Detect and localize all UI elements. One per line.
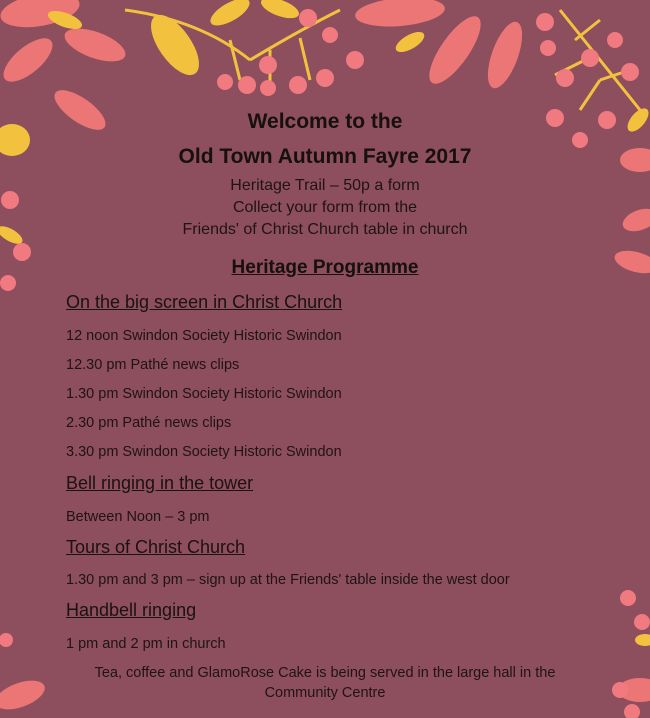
list-item: 12 noon Swindon Society Historic Swindon (66, 328, 342, 344)
list-item: 3.30 pm Swindon Society Historic Swindon (66, 444, 342, 460)
list-item: 2.30 pm Pathé news clips (66, 415, 232, 431)
programme-heading: Heritage Programme (231, 257, 419, 278)
list-item: 12.30 pm Pathé news clips (66, 357, 240, 373)
section-heading-handbell: Handbell ringing (66, 600, 197, 620)
trail-line-1: Heritage Trail – 50p a form (230, 177, 420, 194)
page-title: Old Town Autumn Fayre 2017 (178, 145, 472, 168)
trail-line-2: Collect your form from the (232, 199, 418, 216)
list-item: Between Noon – 3 pm (66, 509, 210, 525)
section-heading-big-screen: On the big screen in Christ Church (66, 292, 343, 312)
refreshments-line-1: Tea, coffee and GlamoRose Cake is being served in the large hall in the (94, 665, 556, 681)
section-heading-tours: Tours of Christ Church (66, 537, 246, 557)
trail-line-3: Friends' of Christ Church table in church (182, 221, 468, 238)
list-item: 1.30 pm and 3 pm – sign up at the Friends' table inside the west door (66, 572, 510, 588)
welcome-heading: Welcome to the (247, 110, 403, 133)
list-item: 1.30 pm Swindon Society Historic Swindon (66, 386, 342, 402)
refreshments-line-2: Community Centre (264, 685, 386, 701)
section-heading-bell-ringing: Bell ringing in the tower (66, 473, 254, 493)
list-item: 1 pm and 2 pm in church (66, 636, 226, 652)
